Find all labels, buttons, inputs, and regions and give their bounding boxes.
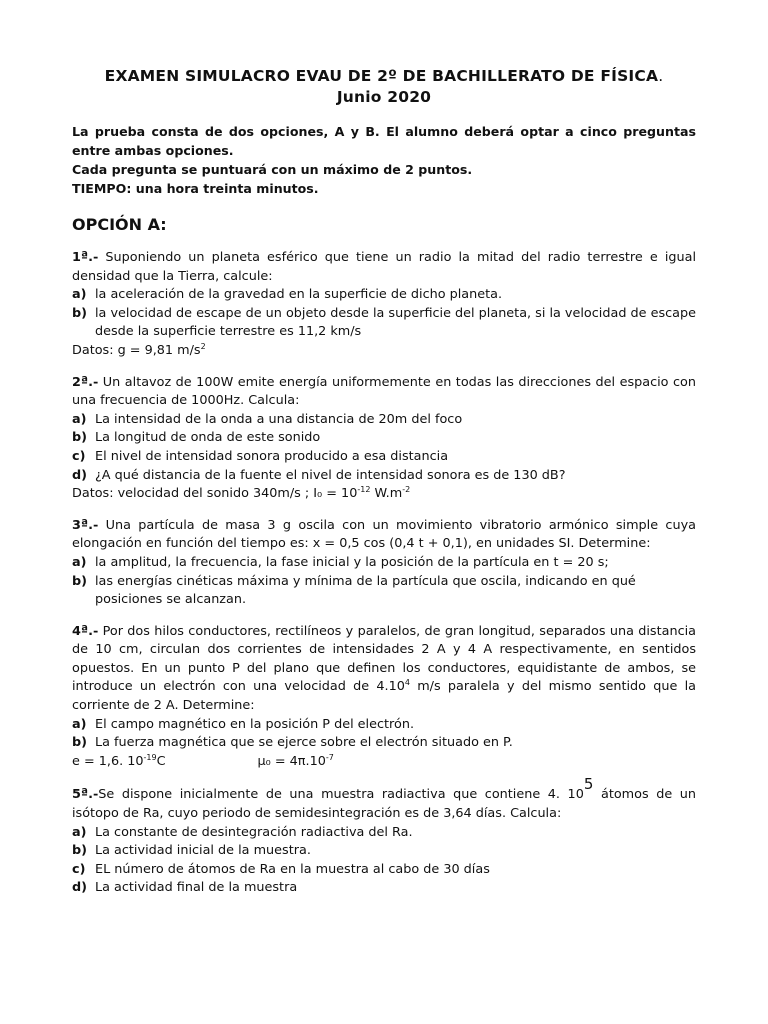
question-item (72, 554, 696, 573)
question-data (72, 485, 696, 504)
item-text: la aceleración de la gravedad en la superficie de dicho planeta. (95, 287, 503, 303)
option-a-heading: OPCIÓN A: (72, 215, 167, 234)
constant-exponent: -7 (325, 753, 334, 763)
question-stem (72, 249, 696, 286)
data-unit: W.m (370, 486, 403, 502)
item-label: c) (72, 861, 86, 877)
item-text: la amplitud, la frecuencia, la fase inicial y la posición de la partícula en t = 20 s; (95, 554, 609, 570)
stem-exponent: 5 (583, 775, 594, 794)
question-number: 2ª.- (72, 374, 99, 390)
item-text: El campo magnético en la posición P del electrón. (95, 716, 415, 732)
question-number: 1ª.- (72, 250, 99, 265)
question-item (72, 824, 696, 843)
data-exponent: -2 (402, 485, 411, 495)
exam-page (72, 66, 696, 898)
data-exponent: 2 (200, 342, 206, 352)
item-text: la velocidad de escape de un objeto desde la superficie del planeta, si la velocidad de escape desde la superficie terrestre es 11,2 km/s (95, 305, 696, 340)
question-constants (72, 753, 696, 772)
question-item (72, 573, 696, 610)
item-label: a) (72, 554, 87, 570)
constant-unit: C (156, 753, 166, 769)
data-text: Datos: g = 9,81 m/s (72, 342, 201, 358)
title-period: . (658, 67, 664, 85)
question-item (72, 467, 696, 486)
question-data (72, 342, 696, 361)
item-text: La fuerza magnética que se ejerce sobre el electrón situado en P. (95, 735, 513, 751)
item-text: La actividad final de la muestra (95, 880, 298, 896)
question-item (72, 734, 696, 753)
question-item (72, 861, 696, 880)
question-item (72, 879, 696, 898)
question-text-cont: átomos de un isótopo de Ra, cuyo periodo de semidesintegración es de 3,64 días. Calcula: (72, 787, 697, 822)
data-exponent: -12 (357, 485, 371, 495)
question-3 (72, 517, 696, 610)
item-text: La actividad inicial de la muestra. (95, 843, 311, 859)
item-text: ¿A qué distancia de la fuente el nivel de intensidad sonora es de 130 dB? (95, 467, 566, 483)
constant-mu0: μ₀ = 4π.10 (257, 753, 326, 769)
item-label: a) (72, 411, 87, 427)
item-label: b) (72, 430, 88, 446)
item-text: El nivel de intensidad sonora producido a esa distancia (95, 448, 449, 464)
question-item (72, 305, 696, 342)
question-1 (72, 249, 696, 361)
title-main: EXAMEN SIMULACRO EVAU DE 2º DE BACHILLERATO DE FÍSICA (104, 67, 659, 85)
item-text: La constante de desintegración radiactiva del Ra. (95, 824, 413, 840)
instructions-line-1: La prueba consta de dos opciones, A y B. El alumno deberá optar a cinco preguntas entre ambas opciones. (72, 124, 696, 158)
constant-exponent: -19 (143, 753, 157, 763)
instructions (72, 122, 696, 198)
item-label: b) (72, 305, 88, 321)
question-item (72, 286, 696, 305)
instructions-line-2: Cada pregunta se puntuará con un máximo de 2 puntos. (72, 162, 473, 177)
item-label: d) (72, 880, 88, 896)
instructions-line-3: TIEMPO: una hora treinta minutos. (72, 181, 319, 196)
question-item (72, 411, 696, 430)
item-text: EL número de átomos de Ra en la muestra al cabo de 30 días (95, 861, 490, 877)
question-4 (72, 623, 696, 772)
question-number: 5ª.- (72, 787, 99, 803)
item-label: d) (72, 467, 88, 483)
question-stem (72, 517, 696, 554)
question-stem (72, 374, 696, 411)
title-date: Junio 2020 (336, 88, 432, 106)
question-item (72, 429, 696, 448)
question-5 (72, 775, 697, 898)
question-stem (72, 623, 696, 716)
item-text: La longitud de onda de este sonido (95, 430, 321, 446)
question-text: Suponiendo un planeta esférico que tiene un radio la mitad del radio terrestre e igual densidad que la Tierra, calcule: (72, 250, 696, 284)
question-item (72, 842, 696, 861)
constant-electron-charge: e = 1,6. 10 (72, 753, 144, 769)
question-text: Una partícula de masa 3 g oscila con un movimiento vibratorio armónico simple cuya elongación en función del tiempo es: x = 0,5 cos (0,4 t + 0,1), en unidades SI. Determine: (72, 517, 696, 552)
question-number: 3ª.- (72, 517, 99, 533)
item-label: a) (72, 287, 87, 303)
question-text: Por dos hilos conductores, rectilíneos y paralelos, de gran longitud, separados una distancia de 10 cm, circulan dos corrientes de intensidades 2 A y 4 A respectivamente, en sentidos opuestos. En un punto P del plano que definen los conductores, equidistante de ambos, se introduce un electrón con una velocidad de 4.10 (72, 623, 696, 695)
item-label: b) (72, 573, 88, 589)
item-text: La intensidad de la onda a una distancia de 20m del foco (95, 411, 463, 427)
data-text: Datos: velocidad del sonido 340m/s ; I₀ = 10 (72, 486, 358, 502)
item-label: c) (72, 448, 86, 464)
question-2 (72, 374, 696, 504)
question-text: Se dispone inicialmente de una muestra radiactiva que contiene 4. 10 (98, 787, 584, 803)
item-label: b) (72, 843, 88, 859)
title-line-1 (72, 66, 696, 87)
question-item (72, 448, 696, 467)
question-item (72, 716, 696, 735)
question-text-cont: m/s paralela y del mismo sentido que la corriente de 2 A. Determine: (72, 679, 696, 714)
item-text: las energías cinéticas máxima y mínima de la partícula que oscila, indicando en qué posiciones se alcanzan. (95, 573, 636, 608)
question-text: Un altavoz de 100W emite energía uniformemente en todas las direcciones del espacio con una frecuencia de 1000Hz. Calcula: (72, 374, 696, 409)
question-number: 4ª.- (72, 623, 99, 639)
item-label: b) (72, 735, 88, 751)
question-stem (72, 775, 697, 823)
exam-title (72, 66, 696, 108)
stem-exponent: 4 (404, 678, 410, 688)
item-label: a) (72, 716, 87, 732)
item-label: a) (72, 824, 87, 840)
